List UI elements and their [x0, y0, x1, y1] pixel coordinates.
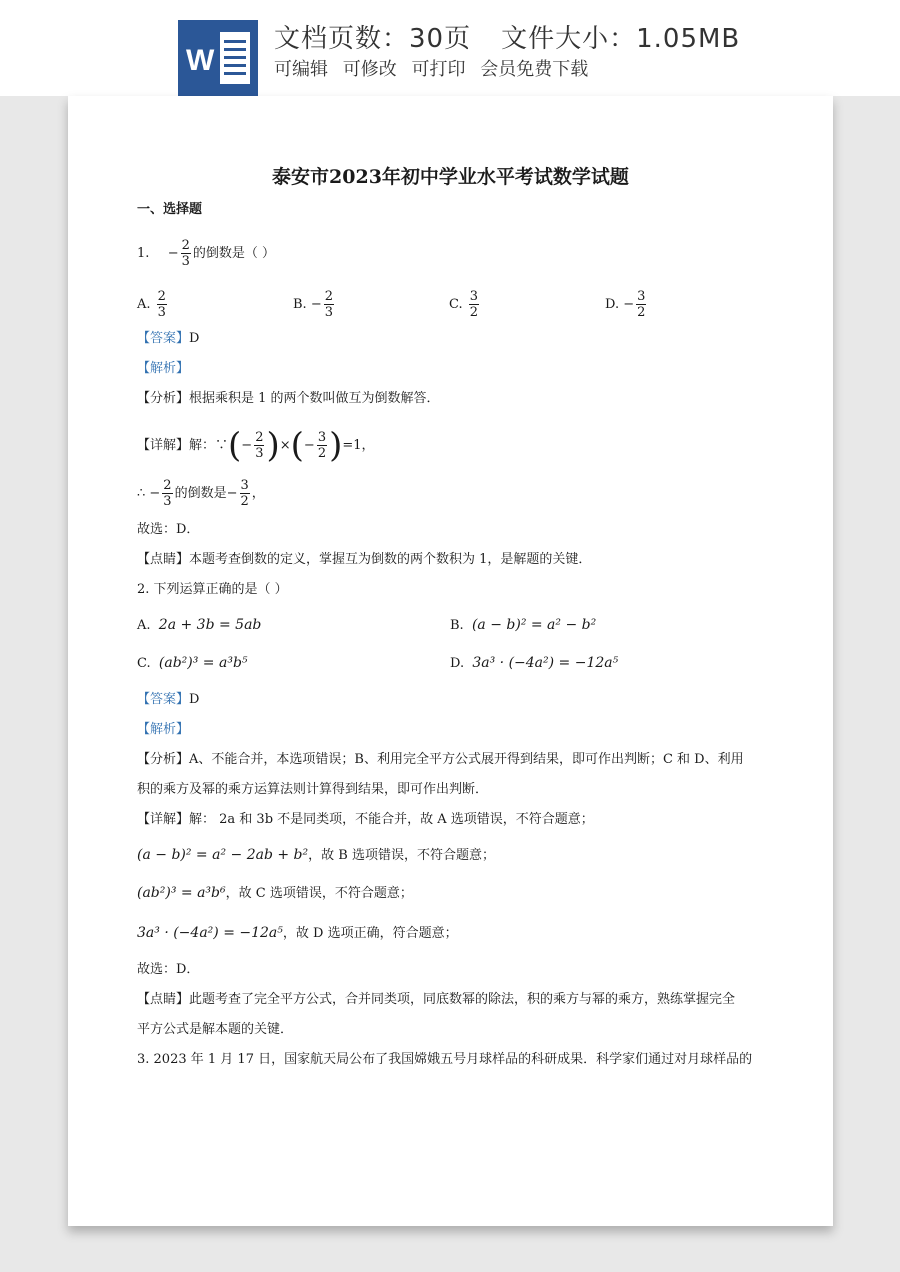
question-2-option-d: D. 3a³ · (−4a²) = −12a⁵: [450, 655, 619, 671]
question-2-option-a: A. 2a + 3b = 5ab: [137, 617, 262, 633]
question-1-answer: 【答案】D: [137, 331, 200, 346]
question-2-dianjing-line-2: 平方公式是解本题的关键．: [137, 1022, 294, 1037]
question-2-option-b: B. (a − b)² = a² − b²: [450, 617, 597, 633]
option-d: D. − $\frac{3}{2}$: [605, 289, 646, 320]
question-2-option-c: C. (ab²)³ = a³b⁵: [137, 655, 248, 671]
feature-modifiable: 可修改: [342, 59, 397, 80]
feature-list: [274, 55, 597, 81]
question-1-analysis-tag: 【解析】: [137, 361, 190, 376]
question-1-therefore: ∴ − $\frac{2}{3}$ 的倒数是− $\frac{3}{2}$ ，: [137, 478, 265, 509]
question-2-detail-line-3: (ab²)³ = a³b⁶，故 C 选项错误，不符合题意；: [137, 885, 413, 901]
question-1-options: [137, 288, 648, 322]
document-title: 泰安市2023年初中学业水平考试数学试题: [272, 166, 629, 188]
question-1-choose: 故选：D．: [137, 522, 200, 537]
question-2-dianjing-line-1: 【点睛】此题考查了完全平方公式，合并同类项，同底数幂的除法，积的乘方与幂的乘方，熟练掌握完全: [137, 992, 736, 1007]
question-2-fenxi-line-1: 【分析】A、不能合并，本选项错误；B、利用完全平方公式展开得到结果，即可作出判断；C 和 D、利用: [137, 752, 744, 767]
page-count: 文档页数：30页: [274, 24, 472, 54]
question-3-stem: 3. 2023 年 1 月 17 日，国家航天局公布了我国嫦娥五号月球样品的科研成果．科学家们通过对月球样品的: [137, 1052, 753, 1067]
header-banner: [0, 0, 900, 96]
question-2-detail-line-2: (a − b)² = a² − 2ab + b²，故 B 选项错误，不符合题意；: [137, 847, 495, 863]
option-c: C. $\frac{3}{2}$: [449, 289, 479, 320]
feature-editable: 可编辑: [274, 59, 328, 80]
option-a: A. $\frac{2}{3}$: [137, 289, 166, 320]
option-b: B. − $\frac{2}{3}$: [293, 289, 334, 320]
question-1-fenxi: 【分析】根据乘积是 1 的两个数叫做互为倒数解答．: [137, 391, 440, 406]
question-2-answer: 【答案】D: [137, 692, 200, 707]
document-info: [274, 18, 740, 55]
question-2-stem: 2. 下列运算正确的是（ ）: [137, 582, 288, 597]
file-size: 文件大小：1.05MB: [501, 24, 741, 54]
question-2-analysis-tag: 【解析】: [137, 722, 190, 737]
feature-member-download: 会员免费下载: [480, 59, 589, 80]
question-2-choose: 故选：D．: [137, 962, 200, 977]
feature-printable: 可打印: [411, 59, 466, 80]
document-page: [68, 96, 833, 1226]
question-2-detail-line-1: 【详解】解： 2a 和 3b 不是同类项，不能合并，故 A 选项错误，不符合题意；: [137, 812, 594, 827]
word-document-icon: [178, 20, 258, 96]
question-1-detail: 【详解】解：∵(− $\frac{2}{3}$ )×(− $\frac{3}{2}$ )=1，: [137, 425, 375, 466]
question-1-dianjing: 【点睛】本题考查倒数的定义，掌握互为倒数的两个数积为 1，是解题的关键．: [137, 552, 592, 567]
svg-text:W: W: [186, 44, 215, 77]
question-2-detail-line-4: 3a³ · (−4a²) = −12a⁵，故 D 选项正确，符合题意；: [137, 925, 458, 941]
question-1-stem: 1. − $\frac{2}{3}$ 的倒数是（ ）: [137, 238, 276, 269]
section-heading: 一、选择题: [137, 202, 203, 217]
question-2-fenxi-line-2: 积的乘方及幂的乘方运算法则计算得到结果，即可作出判断．: [137, 782, 489, 797]
